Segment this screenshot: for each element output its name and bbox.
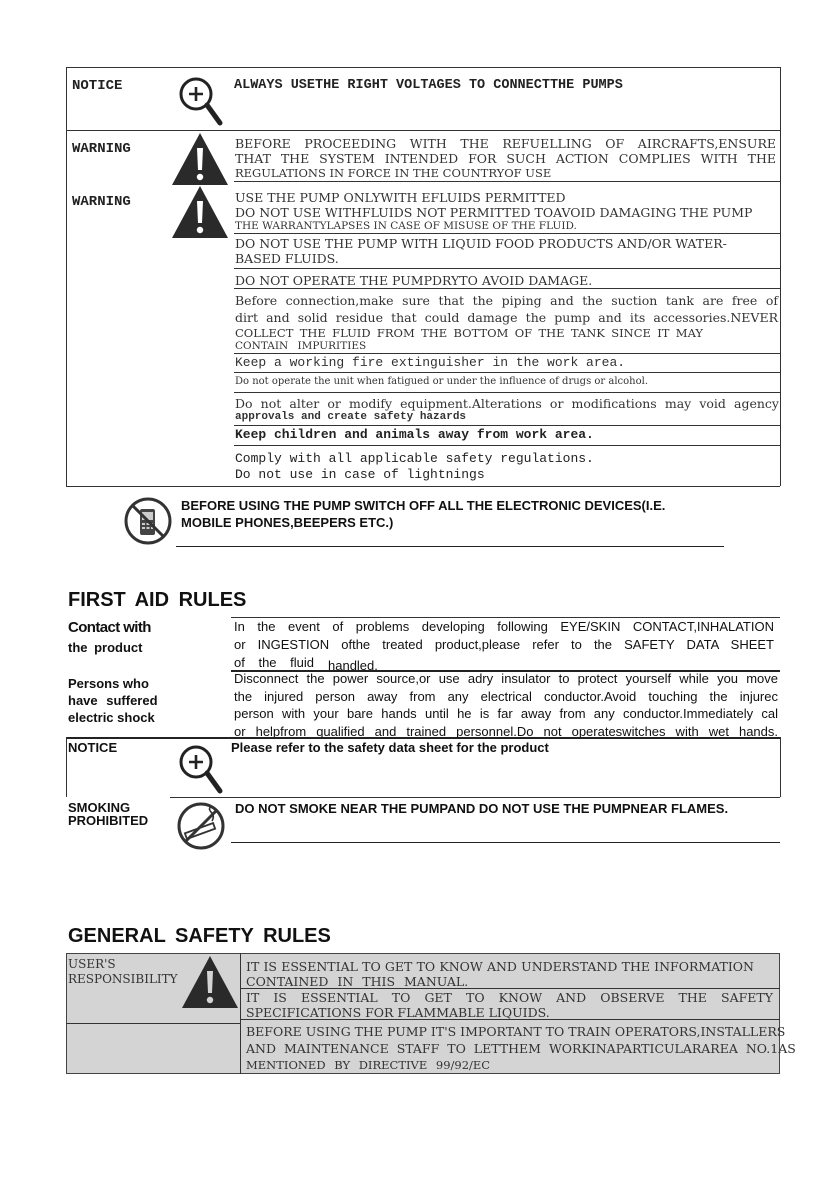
box-top-border <box>66 67 780 68</box>
divider <box>234 268 780 269</box>
warning-2-line: DO NOT USE WITHFLUIDS NOT PERMITTED TOAVOID DAMAGING THE PUMP <box>235 205 753 220</box>
shock-label-line: have suffered <box>68 693 158 708</box>
contact-line: or INGESTION ofthe treated product,please refer to the SAFETY DATA SHEET <box>234 637 774 652</box>
dry-run-warning: DO NOT OPERATE THE PUMPDRYTO AVOID DAMAGE. <box>235 273 593 288</box>
food-line: DO NOT USE THE PUMP WITH LIQUID FOOD PRODUCTS AND/OR WATER- <box>235 236 727 251</box>
responsibility-row-3 <box>246 1023 796 1074</box>
table-row-divider <box>66 1023 240 1024</box>
connection-line: CONTAIN IMPURITIES <box>235 340 367 352</box>
responsibility-row-2 <box>246 990 773 1020</box>
divider <box>66 737 780 739</box>
contact-line: In the event of problems developing following EYE/SKIN CONTACT,INHALATION <box>234 619 774 634</box>
smoking-text: DO NOT SMOKE NEAR THE PUMPAND DO NOT USE THE PUMPNEAR FLAMES. <box>235 801 729 816</box>
divider <box>234 392 780 393</box>
no-phone-icon <box>123 496 173 546</box>
warning-2-line: THE WARRANTYLAPSES IN CASE OF MISUSE OF THE FLUID. <box>235 220 577 232</box>
lightning-line: Do not use in case of lightnings <box>235 467 485 482</box>
notice-text: ALWAYS USETHE RIGHT VOLTAGES TO CONNECTTHE PUMPS <box>234 78 623 93</box>
magnifier-plus-icon <box>177 743 223 795</box>
warning-2-line: USE THE PUMP ONLYWITH EFLUIDS PERMITTED <box>235 190 566 205</box>
shock-label-line: electric shock <box>68 710 155 725</box>
electronics-line: BEFORE USING THE PUMP SWITCH OFF ALL THE ELECTRONIC DEVICES(I.E. <box>181 498 666 513</box>
responsibility-line: IT IS ESSENTIAL TO GET TO KNOW AND OBSERVE THE SAFETY <box>246 990 773 1005</box>
divider <box>170 797 780 798</box>
magnifier-plus-icon <box>177 75 223 127</box>
warning-label-1: WARNING <box>72 141 131 157</box>
smoking-label-line: SMOKING <box>68 800 131 815</box>
border <box>66 737 67 797</box>
divider <box>234 233 780 234</box>
warning-triangle-icon <box>180 954 240 1010</box>
warning-label-2: WARNING <box>72 194 131 210</box>
extinguisher-note: Keep a working fire extinguisher in the work area. <box>235 355 626 370</box>
children-note: Keep children and animals away from work area. <box>235 427 594 442</box>
responsibility-label-line: RESPONSIBILITY <box>68 972 178 986</box>
comply-line: Comply with all applicable safety regulations. <box>235 451 594 466</box>
warning-triangle-icon <box>170 131 230 187</box>
connection-line: Before connection,make sure that the piping and the suction tank are free of <box>235 293 778 308</box>
divider <box>176 546 724 547</box>
smoking-label-line: PROHIBITED <box>68 813 149 828</box>
notice-label: NOTICE <box>68 740 118 755</box>
electronics-text <box>181 497 665 531</box>
comply-note <box>235 451 594 483</box>
divider <box>234 445 780 446</box>
warning-1-line: THAT THE SYSTEM INTENDED FOR SUCH ACTION COMPLIES WITH THE <box>235 151 776 166</box>
connection-line: COLLECT THE FLUID FROM THE BOTTOM OF THE TANK SINCE IT MAY <box>235 326 703 340</box>
shock-label <box>68 675 158 726</box>
divider <box>231 842 780 843</box>
shock-line: person with your bare hands until he is far away from any conductor.Immediately cal <box>234 706 778 721</box>
fatigue-note: Do not operate the unit when fatigued or under the influence of drugs or alcohol. <box>235 376 648 387</box>
contact-label: Contact with <box>68 619 151 636</box>
box-bottom-border <box>66 486 780 487</box>
responsibility-row-1 <box>246 959 754 989</box>
contact-line: handled. <box>328 658 378 673</box>
connection-warning <box>235 292 778 352</box>
shock-label-line: Persons who <box>68 676 149 691</box>
warning-1-text <box>235 136 776 181</box>
electronics-line: MOBILE PHONES,BEEPERS ETC.) <box>181 515 394 530</box>
responsibility-line: MENTIONED BY DIRECTIVE 99/92/EC <box>246 1058 491 1072</box>
divider <box>234 425 780 426</box>
food-line: BASED FLUIDS. <box>235 251 339 266</box>
responsibility-line: BEFORE USING THE PUMP IT'S IMPORTANT TO TRAIN OPERATORS,INSTALLERS <box>246 1024 786 1039</box>
responsibility-line: AND MAINTENANCE STAFF TO LETTHEM WORKINAPARTICULARAREA NO.1AS <box>246 1041 796 1056</box>
shock-line: or helpfrom qualified and trained personnel.Do not operateswitches with wet hands. <box>234 723 778 739</box>
contact-line: of the fluid <box>234 655 314 670</box>
divider <box>234 372 780 373</box>
warning-2-text <box>235 190 752 232</box>
responsibility-line: IT IS ESSENTIAL TO GET TO KNOW AND UNDERSTAND THE INFORMATION <box>246 959 754 974</box>
responsibility-label-line: USER'S <box>68 957 116 971</box>
general-safety-title: GENERAL SAFETY RULES <box>68 925 331 947</box>
alter-line: approvals and create safety hazards <box>235 411 467 423</box>
notice-text: Please refer to the safety data sheet for the product <box>231 740 549 755</box>
divider <box>234 288 780 289</box>
responsibility-label <box>68 957 178 987</box>
responsibility-line: SPECIFICATIONS FOR FLAMMABLE LIQUIDS. <box>246 1005 550 1020</box>
warning-triangle-icon <box>170 184 230 240</box>
first-aid-title: FIRST AID RULES <box>68 589 247 611</box>
warning-1-line: BEFORE PROCEEDING WITH THE REFUELLING OF AIRCRAFTS,ENSURE <box>235 136 776 151</box>
divider <box>234 181 780 182</box>
shock-line: Disconnect the power source,or use adry insulator to protect yourself while you move <box>234 671 778 686</box>
table-column-divider <box>240 953 241 1074</box>
warning-1-line: REGULATIONS IN FORCE IN THE COUNTRYOF USE <box>235 166 552 180</box>
notice-label: NOTICE <box>72 78 123 94</box>
no-smoking-icon <box>176 801 226 851</box>
connection-line: dirt and solid residue that could damage the pump and its accessories.NEVER <box>235 310 778 325</box>
border <box>780 737 781 797</box>
shock-line: the injured person away from any electrical conductor.Avoid touching the injurec <box>234 688 778 704</box>
shock-text <box>234 670 778 740</box>
alter-line: Do not alter or modify equipment.Alterations or modifications may void agency <box>235 396 779 411</box>
food-warning <box>235 236 727 266</box>
contact-text <box>234 618 774 672</box>
contact-label: the product <box>68 640 143 655</box>
divider <box>234 353 780 354</box>
box-right-border <box>780 67 781 486</box>
responsibility-line: CONTAINED IN THIS MANUAL. <box>246 974 469 989</box>
alter-note <box>235 396 779 424</box>
smoking-label <box>68 801 148 827</box>
